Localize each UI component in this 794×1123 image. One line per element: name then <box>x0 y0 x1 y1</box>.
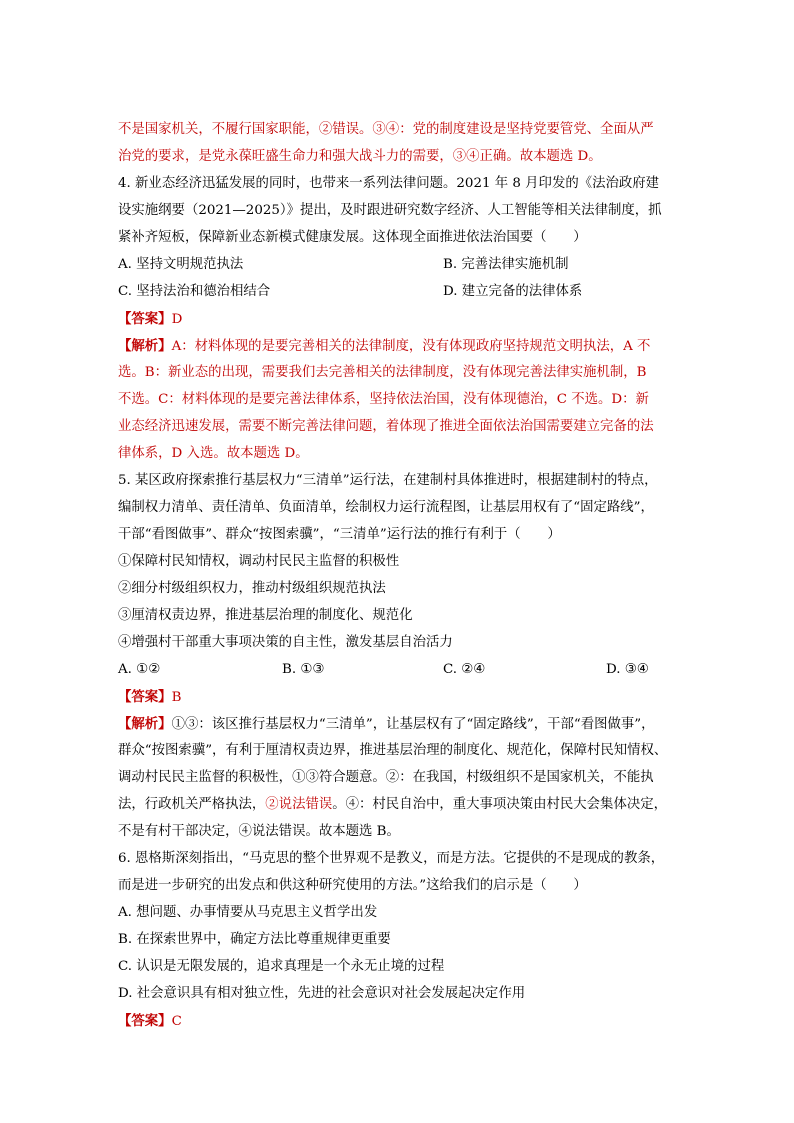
q6-stem-line: 而是进一步研究的出发点和供这种研究使用的方法。”这给我们的启示是（ ） <box>118 878 587 893</box>
answer-label: 【答案】 <box>118 311 172 327</box>
q5-item: ③厘清权责边界，推进基层治理的制度化、规范化 <box>118 608 413 623</box>
q4-answer <box>118 309 678 330</box>
q6-stem-line: 6. 恩格斯深刻指出，“马克思的整个世界观不是教义，而是方法。它提供的不是现成的教条， <box>118 851 665 866</box>
q4-analysis-line <box>118 336 678 357</box>
q5-option-b: B. ①③ <box>282 662 325 677</box>
q4-stem-line: 紧补齐短板，保障新业态新模式健康发展。这体现全面推进依法治国要（ ） <box>118 230 587 245</box>
q6-option-c: C. 认识是无限发展的，追求真理是一个永无止境的过程 <box>118 959 445 974</box>
analysis-text: 法，行政机关严格执法， <box>118 797 266 812</box>
analysis-continuation-line: 不是国家机关，不履行国家职能，②错误。③④：党的制度建设是坚持党要管党、全面从严 <box>118 122 654 137</box>
q4-stem-line: 设实施纲要（2021—2025）》提出，及时跟进研究数字经济、人工智能等相关法律制度，抓 <box>118 203 662 218</box>
q5-stem-line: 编制权力清单、责任清单、负面清单，绘制权力运行流程图，让基层用权有了“固定路线”， <box>118 500 654 515</box>
q5-answer <box>118 687 678 708</box>
q4-analysis-line: 不选。C：材料体现的是要完善法律体系，坚持依法治国，没有体现德治，C 不选。D：新 <box>118 392 649 407</box>
q4-option-d: D. 建立完备的法律体系 <box>443 284 583 299</box>
answer-value: C <box>171 1014 182 1029</box>
analysis-text: ①③：该区推行基层权力“三清单”，让基层权有了“固定路线”，干部“看图做事”， <box>171 717 655 732</box>
q6-answer <box>118 1011 678 1032</box>
analysis-continuation-line: 治党的要求，是党永葆旺盛生命力和强大战斗力的需要，③④正确。故本题选 D。 <box>118 149 602 164</box>
q5-analysis-line: 调动村民民主监督的积极性，①③符合题意。②：在我国，村级组织不是国家机关，不能执 <box>118 770 654 785</box>
q4-stem-line: 4. 新业态经济迅猛发展的同时，也带来一系列法律问题。2021 年 8 月印发的《法治政府建 <box>118 176 660 191</box>
q4-option-b: B. 完善法律实施机制 <box>443 257 569 272</box>
q5-option-a: A. ①② <box>118 662 161 677</box>
analysis-text-red: ②说法错误 <box>265 797 333 812</box>
q4-option-c: C. 坚持法治和德治相结合 <box>118 284 271 299</box>
q5-analysis-line: 不是有村干部决定，④说法错误。故本题选 B。 <box>118 824 400 839</box>
q6-option-b: B. 在探索世界中，确定方法比尊重规律更重要 <box>118 932 391 947</box>
q4-analysis-line: 律体系，D 入选。故本题选 D。 <box>118 446 309 461</box>
answer-label: 【答案】 <box>118 689 172 705</box>
analysis-label: 【解析】 <box>118 338 172 354</box>
q6-option-a: A. 想问题、办事情要从马克思主义哲学出发 <box>118 905 378 920</box>
q5-option-c: C. ②④ <box>443 662 486 677</box>
answer-value: D <box>171 312 183 327</box>
analysis-text: 。④：村民自治中，重大事项决策由村民大会集体决定， <box>332 797 668 812</box>
q5-analysis-line <box>118 795 678 815</box>
analysis-text: A：材料体现的是要完善相关的法律制度，没有体现政府坚持规范文明执法，A 不 <box>171 339 651 354</box>
q4-analysis-line: 业态经济迅速发展，需要不断完善法律问题，着体现了推进全面依法治国需要建立完备的法 <box>118 419 654 434</box>
q5-item: ②细分村级组织权力，推动村级组织规范执法 <box>118 581 386 596</box>
q4-option-a: A. 坚持文明规范执法 <box>118 257 244 272</box>
q5-item: ④增强村干部重大事项决策的自主性，激发基层自治活力 <box>118 635 453 650</box>
answer-value: B <box>171 690 182 705</box>
q4-analysis-line: 选。B：新业态的出现，需要我们去完善相关的法律制度，没有体现完善法律实施机制，B <box>118 365 647 380</box>
q5-analysis-line <box>118 714 678 735</box>
q6-option-d: D. 社会意识具有相对独立性，先进的社会意识对社会发展起决定作用 <box>118 986 526 1001</box>
q5-stem-line: 5. 某区政府探索推行基层权力“三清单”运行法，在建制村具体推进时，根据建制村的特点， <box>118 473 658 488</box>
q5-item: ①保障村民知情权，调动村民民主监督的积极性 <box>118 554 400 569</box>
q5-analysis-line: 群众“按图索骥”，有利于厘清权责边界，推进基层治理的制度化、规范化，保障村民知情权、 <box>118 743 668 758</box>
q5-stem-line: 干部“看图做事”、群众“按图索骥”，“三清单”运行法的推行有利于（ ） <box>118 527 561 542</box>
q5-option-d: D. ③④ <box>606 662 649 677</box>
answer-label: 【答案】 <box>118 1013 172 1029</box>
analysis-label: 【解析】 <box>118 716 172 732</box>
